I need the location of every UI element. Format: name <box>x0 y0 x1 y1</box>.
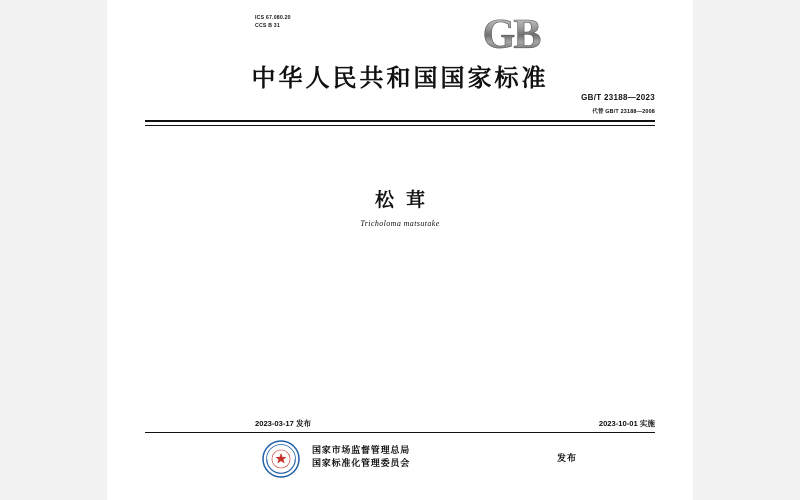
issuer-line-1: 国家市场监督管理总局 <box>312 445 411 455</box>
header-rule-thick <box>145 120 655 122</box>
document-page <box>107 0 693 500</box>
canvas-left-margin <box>0 0 107 500</box>
subject-title-en: Tricholoma matsutake <box>360 219 440 228</box>
header-rule-thin <box>145 125 655 126</box>
effective-date: 2023-10-01 实施 <box>598 419 655 428</box>
classification-codes <box>255 14 291 30</box>
issue-date: 2023-03-17 发布 <box>255 419 312 428</box>
gb-logo-icon <box>477 12 545 56</box>
footer-rule <box>145 432 655 433</box>
subject-title-cn: 松茸 <box>374 190 437 211</box>
page-title: 中华人民共和国国家标准 <box>251 66 549 92</box>
standard-number: GB/T 23188—2023 <box>581 93 655 102</box>
canvas-right-margin <box>693 0 800 500</box>
national-emblem-icon <box>262 440 300 478</box>
issuer-line-2: 国家标准化管理委员会 <box>312 458 411 468</box>
publish-label: 发布 <box>557 453 578 463</box>
ics-code: ICS 67.080.20 <box>255 15 291 21</box>
svg-text:GB: GB <box>482 12 540 56</box>
ccs-code: CCS B 31 <box>255 23 280 29</box>
replaces-standard: 代替 GB/T 23188—2008 <box>592 109 655 115</box>
